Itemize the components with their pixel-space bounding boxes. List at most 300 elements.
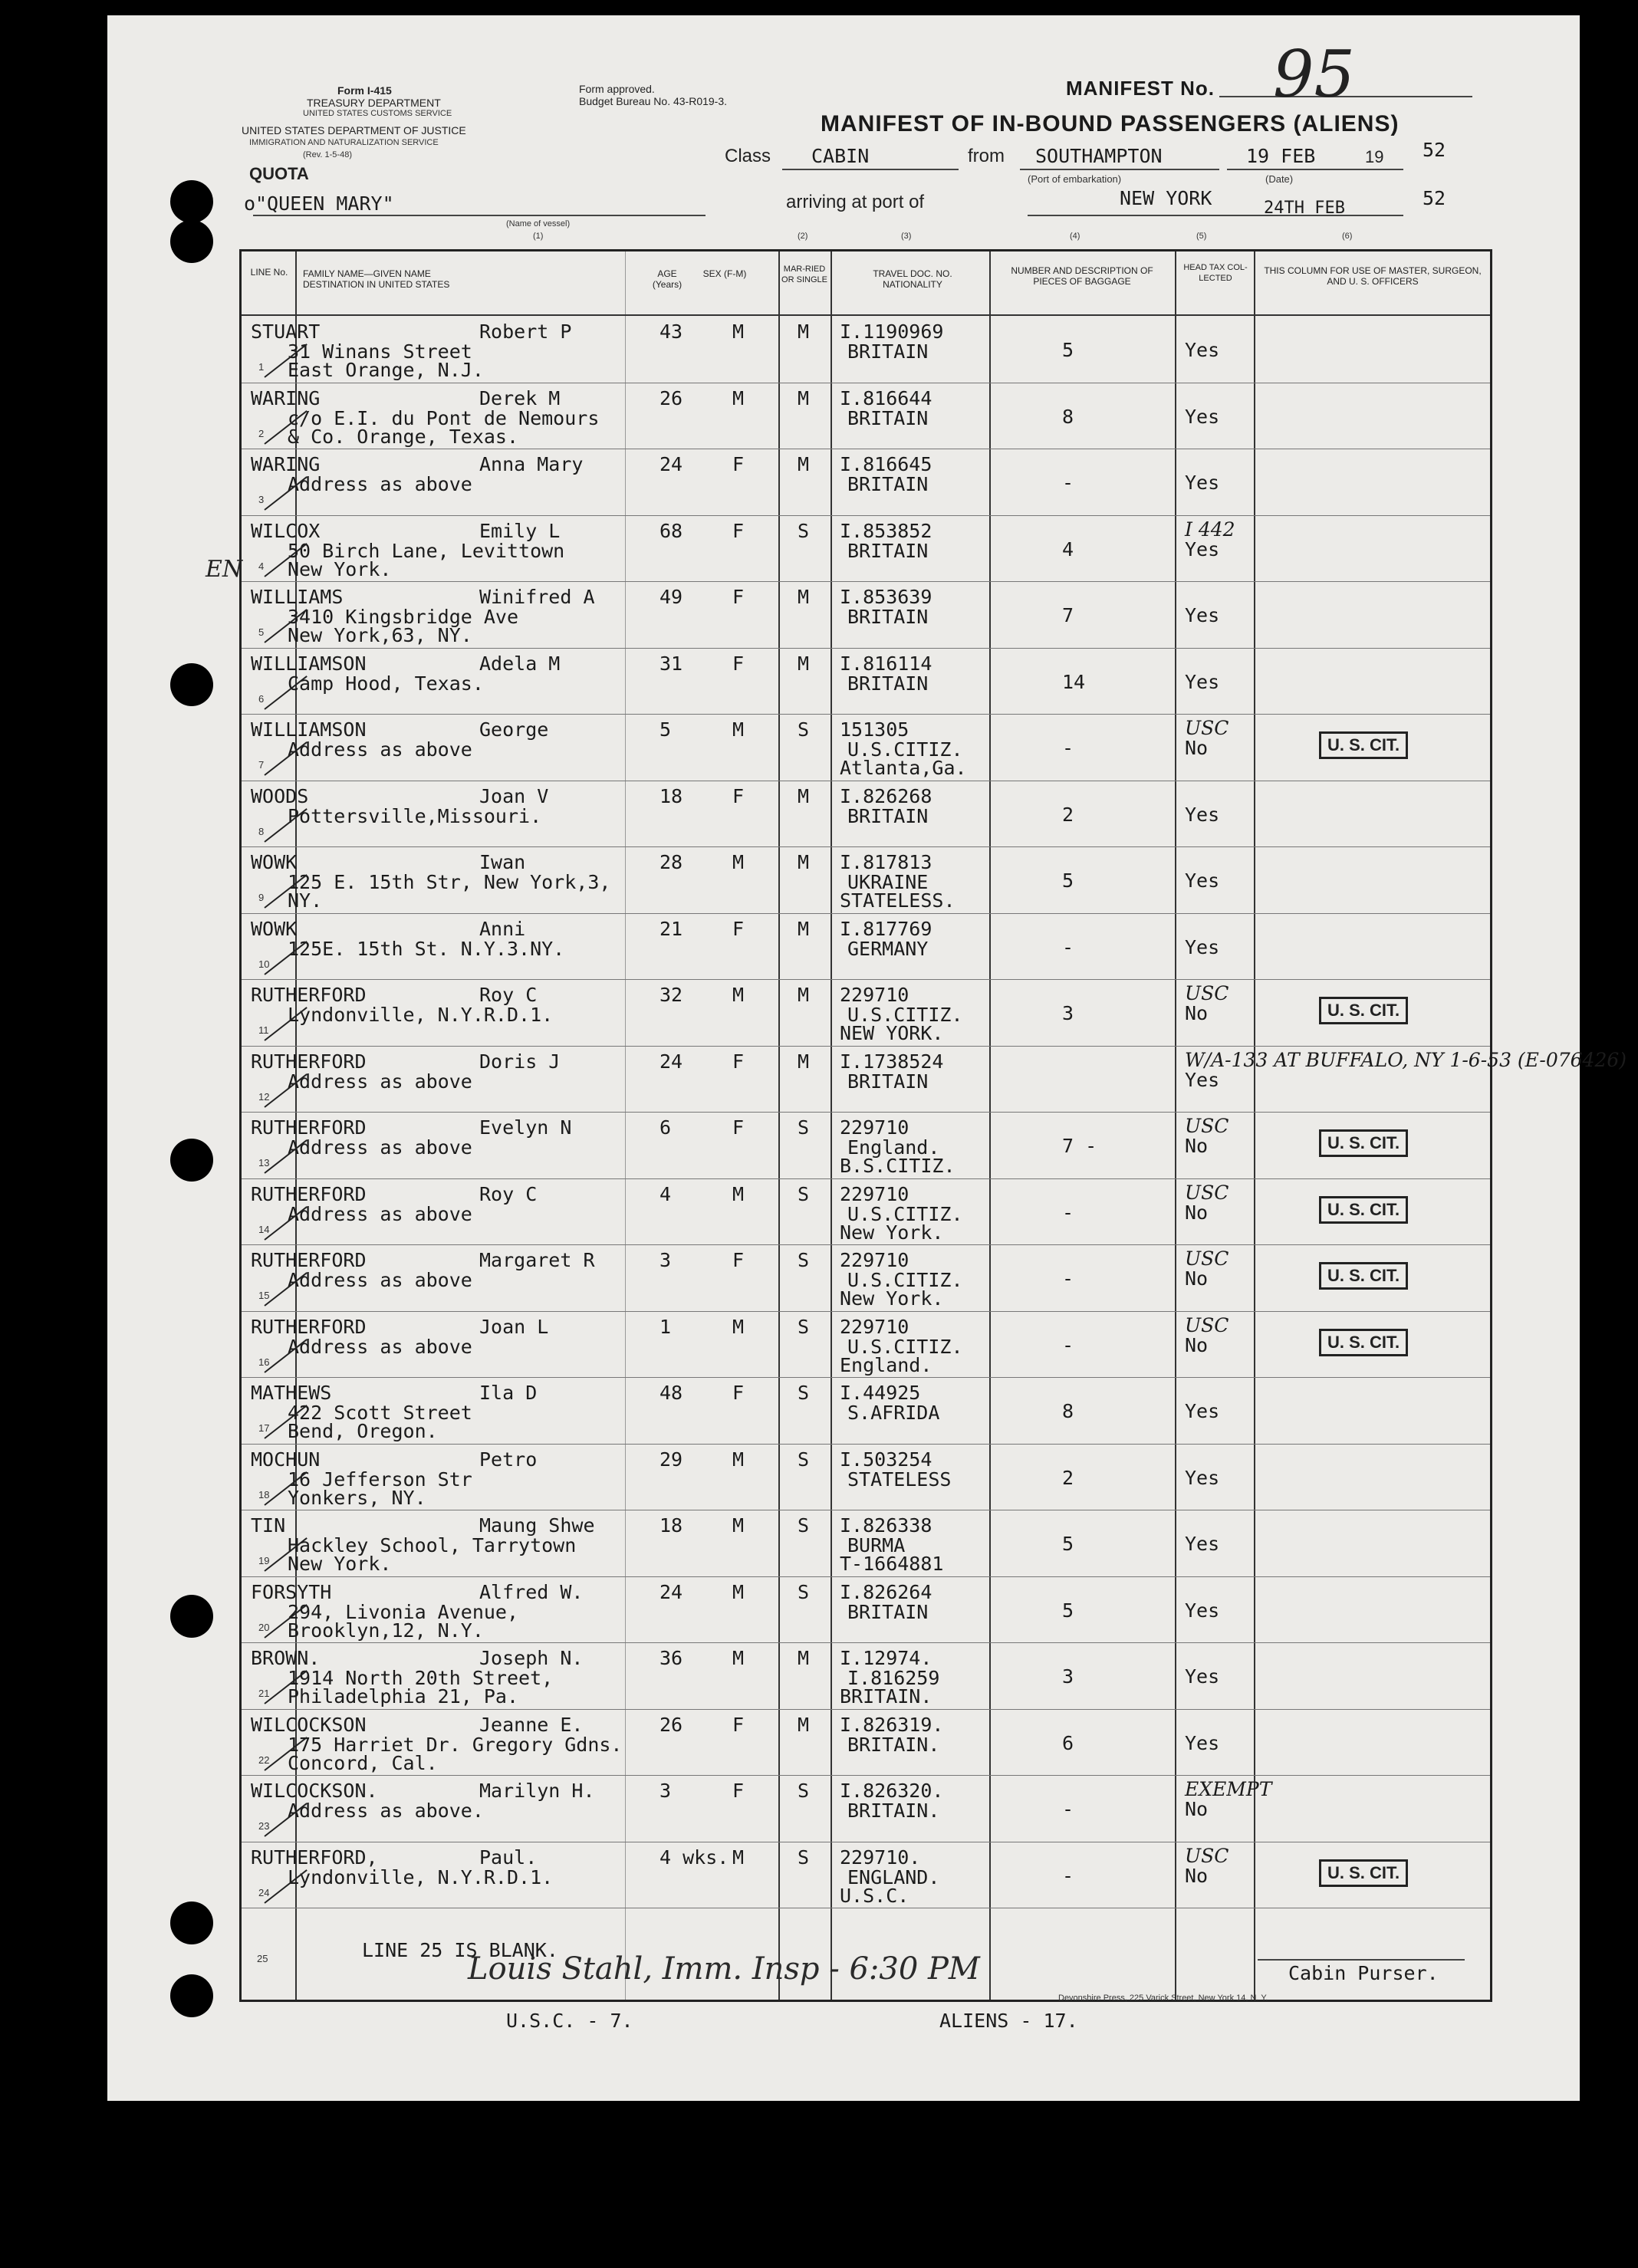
table-row <box>242 649 1490 715</box>
sex: F <box>732 453 745 475</box>
address-line-1: 422 Scott Street <box>288 1402 472 1424</box>
department-of-justice: UNITED STATES DEPARTMENT OF JUSTICE <box>242 124 466 136</box>
head-tax: No <box>1185 1002 1209 1024</box>
marital-status: M <box>798 386 810 409</box>
nationality: BURMA <box>847 1534 906 1556</box>
marital-status: M <box>798 984 810 1006</box>
officer-note: W/A-133 AT BUFFALO, NY 1-6-53 (E-076426) <box>1185 1048 1627 1071</box>
nationality: U.S.CITIZ. <box>847 1202 963 1225</box>
address-line-1: 125 E. 15th Str, New York,3, <box>288 871 611 893</box>
sex: M <box>732 1514 745 1537</box>
inspector-signature: Louis Stahl, Imm. Insp - 6:30 PM <box>468 1951 980 1987</box>
marital-status: S <box>798 718 810 741</box>
travel-document: 229710. <box>840 1846 921 1869</box>
baggage-count: 5 <box>1062 869 1074 892</box>
officer-note: USC <box>1185 1115 1229 1137</box>
sex: M <box>732 1315 745 1338</box>
address-line-2: New York,63, NY. <box>288 624 472 646</box>
vessel-caption: (Name of vessel) <box>506 219 571 228</box>
nationality: BRITAIN <box>847 1600 929 1623</box>
address-line-1: Address as above <box>288 1202 472 1225</box>
punch-hole <box>170 663 213 706</box>
table-row <box>242 781 1490 848</box>
col-number-5: (5) <box>1196 232 1207 241</box>
nationality: BRITAIN <box>847 606 929 628</box>
col-number-4: (4) <box>1070 232 1080 241</box>
usc-total: U.S.C. - 7. <box>506 2010 633 2032</box>
header-travel-doc: TRAVEL DOC. NO. NATIONALITY <box>873 268 952 290</box>
age: 18 <box>659 784 683 807</box>
arrival-line <box>1028 215 1403 216</box>
travel-document: I.853639 <box>840 586 932 608</box>
punch-hole <box>170 180 213 223</box>
family-name: RUTHERFORD <box>251 1249 367 1271</box>
baggage-count: - <box>1062 1267 1074 1290</box>
address-line-1: 175 Harriet Dr. Gregory Gdns. <box>288 1733 623 1756</box>
address-line-1: Lyndonville, N.Y.R.D.1. <box>288 1865 554 1888</box>
punch-hole <box>170 1974 213 2017</box>
baggage-count: - <box>1062 1201 1074 1224</box>
baggage-count: 5 <box>1062 1599 1074 1622</box>
line-number: 10 <box>258 958 270 970</box>
head-tax: Yes <box>1185 935 1220 958</box>
nationality-note: Atlanta,Ga. <box>840 757 967 779</box>
immigration-service: IMMIGRATION AND NATURALIZATION SERVICE <box>249 138 439 147</box>
travel-document: I.816645 <box>840 453 932 475</box>
age: 24 <box>659 1580 683 1603</box>
travel-document: I.826268 <box>840 784 932 807</box>
nationality: BRITAIN <box>847 804 929 827</box>
nationality: STATELESS <box>847 1468 952 1491</box>
given-name: Paul. <box>479 1846 538 1869</box>
line-number: 25 <box>257 1953 268 1964</box>
family-name: WILCOX <box>251 519 321 542</box>
address-line-1: Camp Hood, Texas. <box>288 672 484 695</box>
family-name: WILCOCKSON <box>251 1713 367 1736</box>
given-name: George <box>479 718 549 741</box>
sex: F <box>732 1780 745 1802</box>
line-number: 17 <box>258 1422 270 1434</box>
line-number: 4 <box>258 560 265 572</box>
marital-status: M <box>798 320 810 343</box>
line-number: 13 <box>258 1157 270 1169</box>
address-line-2: Brooklyn,12, N.Y. <box>288 1619 484 1642</box>
age: 29 <box>659 1448 683 1471</box>
baggage-count: 3 <box>1062 1665 1074 1688</box>
date-caption: (Date) <box>1265 173 1294 185</box>
sex: M <box>732 1846 745 1869</box>
marital-status: S <box>798 1514 810 1537</box>
nationality: U.S.CITIZ. <box>847 1004 963 1026</box>
table-row <box>242 1577 1490 1644</box>
family-name: WOODS <box>251 784 309 807</box>
address-line-2: & Co. Orange, Texas. <box>288 425 519 448</box>
sex: M <box>732 1647 745 1669</box>
line-number: 15 <box>258 1290 270 1301</box>
nationality-note: New York. <box>840 1221 944 1244</box>
age: 3 <box>659 1780 672 1802</box>
family-name: WARING <box>251 453 321 475</box>
age: 3 <box>659 1249 672 1271</box>
given-name: Petro <box>479 1448 538 1471</box>
sex: F <box>732 586 745 608</box>
marital-status: S <box>798 1315 810 1338</box>
table-row <box>242 1643 1490 1710</box>
nationality: BRITAIN <box>847 473 929 495</box>
arrival-year: 52 <box>1423 187 1446 209</box>
address-line-1: 3410 Kingsbridge Ave <box>288 606 519 628</box>
head-tax: Yes <box>1185 670 1220 693</box>
class-value: CABIN <box>811 145 870 167</box>
vessel-prefix: o <box>244 192 256 215</box>
marital-status: S <box>798 1182 810 1205</box>
baggage-count: - <box>1062 472 1074 494</box>
line-number: 7 <box>258 759 265 771</box>
sex: F <box>732 1249 745 1271</box>
aliens-total: ALIENS - 17. <box>939 2010 1078 2032</box>
port-caption: (Port of embarkation) <box>1028 173 1122 185</box>
travel-document: 229710 <box>840 1315 909 1338</box>
arrival-port: NEW YORK <box>1120 187 1212 209</box>
table-row <box>242 1113 1490 1179</box>
travel-document: 229710 <box>840 1182 909 1205</box>
nationality-note: England. <box>840 1353 932 1376</box>
baggage-count: 4 <box>1062 537 1074 560</box>
family-name: RUTHERFORD <box>251 1116 367 1139</box>
line-number: 9 <box>258 892 265 903</box>
sex: F <box>732 1050 745 1073</box>
form-revision: (Rev. 1-5-48) <box>303 150 352 159</box>
table-row <box>242 1445 1490 1511</box>
nationality: BRITAIN <box>847 340 929 363</box>
line-number: 14 <box>258 1223 270 1235</box>
year-prefix: 19 <box>1365 147 1384 166</box>
line-number: 3 <box>258 494 265 505</box>
address-line-1: 125E. 15th St. N.Y.3.NY. <box>288 937 565 960</box>
marital-status: M <box>798 1647 810 1669</box>
given-name: Joan L <box>479 1315 549 1338</box>
address-line-1: Address as above <box>288 1335 472 1358</box>
travel-document: I.853852 <box>840 519 932 542</box>
marital-status: M <box>798 917 810 940</box>
marital-status: M <box>798 453 810 475</box>
travel-document: I.826320. <box>840 1780 944 1802</box>
sex: M <box>732 386 745 409</box>
quota-label: QUOTA <box>249 164 309 183</box>
address-line-1: Address as above <box>288 1070 472 1093</box>
col-number-6: (6) <box>1342 232 1353 241</box>
table-row <box>242 847 1490 914</box>
line-25-blank: LINE 25 IS BLANK. <box>362 1939 558 1961</box>
family-name: RUTHERFORD <box>251 1182 367 1205</box>
given-name: Evelyn N <box>479 1116 572 1139</box>
age: 48 <box>659 1382 683 1404</box>
family-name: MOCHUN <box>251 1448 321 1471</box>
officer-note: USC <box>1185 982 1229 1004</box>
address-line-2: New York. <box>288 557 392 580</box>
marital-status: M <box>798 1050 810 1073</box>
nationality: GERMANY <box>847 937 929 960</box>
purser-line <box>1258 1959 1465 1961</box>
line-number: 2 <box>258 427 265 439</box>
us-citizen-stamp: U. S. CIT. <box>1319 1262 1408 1290</box>
nationality-note: STATELESS. <box>840 889 956 912</box>
margin-annotation: EN <box>206 556 243 583</box>
baggage-count: 8 <box>1062 405 1074 428</box>
travel-document: I.12974. <box>840 1647 932 1669</box>
head-tax: Yes <box>1185 472 1220 494</box>
sex: F <box>732 1713 745 1736</box>
age: 18 <box>659 1514 683 1537</box>
age: 36 <box>659 1647 683 1669</box>
family-name: WILLIAMSON <box>251 718 367 741</box>
nationality: S.AFRIDA <box>847 1402 940 1424</box>
officer-note: USC <box>1185 1313 1229 1336</box>
address-line-2: New York. <box>288 1553 392 1575</box>
class-label: Class <box>725 146 771 166</box>
header-sex: SEX (F-M) <box>702 268 747 279</box>
table-row <box>242 1047 1627 1113</box>
baggage-count: 14 <box>1062 670 1086 693</box>
baggage-count: 7 <box>1062 604 1074 626</box>
line-number: 1 <box>258 361 265 373</box>
nationality-note: NEW YORK. <box>840 1022 944 1044</box>
travel-document: 229710 <box>840 1249 909 1271</box>
address-line-1: 1914 North 20th Street, <box>288 1667 554 1689</box>
address-line-1: 50 Birch Lane, Levittown <box>288 539 565 562</box>
us-citizen-stamp: U. S. CIT. <box>1319 731 1408 759</box>
family-name: WILLIAMSON <box>251 652 367 675</box>
address-line-2: Bend, Oregon. <box>288 1420 438 1442</box>
nationality-note: T-1664881 <box>840 1553 944 1575</box>
line-number: 5 <box>258 626 265 638</box>
travel-document: I.1190969 <box>840 320 944 343</box>
date-line <box>1227 169 1403 170</box>
line-number: 23 <box>258 1820 270 1832</box>
budget-bureau: Budget Bureau No. 43-R019-3. <box>579 95 728 107</box>
family-name: WARING <box>251 386 321 409</box>
baggage-count: - <box>1062 1798 1074 1820</box>
line-number: 21 <box>258 1688 270 1699</box>
vessel-name: "QUEEN MARY" <box>255 192 394 215</box>
printer-imprint: Devonshire Press, 225 Varick Street, New York 14, N. Y. <box>1058 1994 1268 2003</box>
travel-document: I.817769 <box>840 917 932 940</box>
table-row <box>242 582 1490 649</box>
given-name: Roy C <box>479 984 538 1006</box>
head-tax: Yes <box>1185 339 1220 361</box>
given-name: Alfred W. <box>479 1580 584 1603</box>
sex: F <box>732 519 745 542</box>
travel-document: I.817813 <box>840 851 932 873</box>
nationality: U.S.CITIZ. <box>847 738 963 761</box>
officer-note: USC <box>1185 1247 1229 1270</box>
address-line-1: 294, Livonia Avenue, <box>288 1600 519 1623</box>
sex: F <box>732 1116 745 1139</box>
travel-document: I.826264 <box>840 1580 932 1603</box>
baggage-count: - <box>1062 935 1074 958</box>
from-label: from <box>968 146 1005 166</box>
nationality: BRITAIN. <box>847 1733 940 1756</box>
head-tax: Yes <box>1185 1400 1220 1422</box>
travel-document: I.503254 <box>840 1448 932 1471</box>
age: 1 <box>659 1315 672 1338</box>
marital-status: S <box>798 1780 810 1802</box>
travel-document: I.826319. <box>840 1713 944 1736</box>
head-tax: Yes <box>1185 869 1220 892</box>
family-name: FORSYTH <box>251 1580 332 1603</box>
nationality: U.S.CITIZ. <box>847 1269 963 1291</box>
table-row <box>242 980 1490 1047</box>
embarkation-date: 19 FEB <box>1246 145 1316 167</box>
officer-note: USC <box>1185 717 1229 739</box>
given-name: Ila D <box>479 1382 538 1404</box>
punch-hole <box>170 1139 213 1182</box>
address-line-2: NY. <box>288 889 323 912</box>
line-number: 11 <box>258 1024 269 1036</box>
age: 4 <box>659 1182 672 1205</box>
given-name: Winifred A <box>479 586 595 608</box>
baggage-count: - <box>1062 1333 1074 1356</box>
col-number-3: (3) <box>901 232 912 241</box>
header-name-destination: FAMILY NAME—GIVEN NAME DESTINATION IN UNITED STATES <box>303 268 450 290</box>
table-row <box>242 715 1490 781</box>
header-officers: THIS COLUMN FOR USE OF MASTER, SURGEON, AND U. S. OFFICERS <box>1264 265 1482 287</box>
travel-document: I.44925 <box>840 1382 921 1404</box>
address-line-1: Address as above. <box>288 1800 484 1822</box>
sex: M <box>732 851 745 873</box>
baggage-count: 5 <box>1062 1533 1074 1555</box>
address-line-2: Philadelphia 21, Pa. <box>288 1685 519 1708</box>
given-name: Anni <box>479 917 526 940</box>
nationality: I.816259 <box>847 1667 940 1689</box>
form-approved: Form approved. <box>579 83 655 95</box>
table-row <box>242 317 1490 383</box>
address-line-1: Address as above <box>288 1269 472 1291</box>
nationality-note: New York. <box>840 1287 944 1310</box>
marital-status: M <box>798 652 810 675</box>
address-line-1: Address as above <box>288 738 472 761</box>
given-name: Margaret R <box>479 1249 595 1271</box>
given-name: Joseph N. <box>479 1647 584 1669</box>
header-age: AGE (Years) <box>652 268 682 290</box>
family-name: STUART <box>251 320 321 343</box>
nationality: BRITAIN. <box>847 1800 940 1822</box>
family-name: WOWK <box>251 917 298 940</box>
age: 43 <box>659 320 683 343</box>
nationality-note: B.S.CITIZ. <box>840 1155 956 1177</box>
baggage-count: 7 - <box>1062 1135 1097 1157</box>
given-name: Maung Shwe <box>479 1514 595 1537</box>
punch-hole <box>170 1595 213 1638</box>
table-row <box>242 1710 1490 1777</box>
table-row <box>242 516 1490 583</box>
arrival-date: 24TH FEB <box>1264 199 1345 218</box>
manifest-number-handwritten: 95 <box>1273 37 1355 112</box>
baggage-count: 6 <box>1062 1731 1074 1754</box>
class-line <box>782 169 959 170</box>
header-head-tax: HEAD TAX COL-LECTED <box>1183 263 1248 283</box>
age: 26 <box>659 1713 683 1736</box>
travel-document: I.826338 <box>840 1514 932 1537</box>
us-citizen-stamp: U. S. CIT. <box>1319 997 1408 1024</box>
age: 31 <box>659 652 683 675</box>
nationality: BRITAIN <box>847 539 929 562</box>
header-baggage: NUMBER AND DESCRIPTION OF PIECES OF BAGGAGE <box>1011 265 1153 287</box>
address-line-2: East Orange, N.J. <box>288 359 484 381</box>
passenger-table <box>239 249 1627 2002</box>
table-row <box>242 1312 1490 1379</box>
family-name: WILCOCKSON. <box>251 1780 378 1802</box>
header-married-single: MAR-RIED OR SINGLE <box>781 265 827 284</box>
us-citizen-stamp: U. S. CIT. <box>1319 1196 1408 1224</box>
sex: M <box>732 1448 745 1471</box>
sex: M <box>732 1182 745 1205</box>
form-number: Form I-415 <box>337 84 392 97</box>
family-name: WOWK <box>251 851 298 873</box>
embarkation-year: 52 <box>1423 139 1446 161</box>
sex: M <box>732 984 745 1006</box>
nationality: BRITAIN <box>847 672 929 695</box>
head-tax: Yes <box>1185 1665 1220 1688</box>
cabin-purser: Cabin Purser. <box>1288 1962 1439 1984</box>
head-tax: Yes <box>1185 537 1220 560</box>
marital-status: S <box>798 1116 810 1139</box>
port-line <box>1020 169 1219 170</box>
col-number-2: (2) <box>798 232 808 241</box>
head-tax: No <box>1185 1798 1209 1820</box>
line-number: 16 <box>258 1356 270 1368</box>
given-name: Derek M <box>479 386 561 409</box>
us-citizen-stamp: U. S. CIT. <box>1319 1129 1408 1157</box>
address-line-1: Address as above <box>288 473 472 495</box>
line-number: 20 <box>258 1621 270 1633</box>
marital-status: M <box>798 1713 810 1736</box>
address-line-1: Hackley School, Tarrytown <box>288 1534 577 1556</box>
treasury-department: TREASURY DEPARTMENT <box>307 97 441 109</box>
given-name: Doris J <box>479 1050 561 1073</box>
nationality: BRITAIN <box>847 406 929 429</box>
given-name: Anna Mary <box>479 453 584 475</box>
line-number: 12 <box>258 1090 270 1103</box>
line-number: 22 <box>258 1754 270 1766</box>
address-line-1: Pottersville,Missouri. <box>288 804 542 827</box>
given-name: Roy C <box>479 1182 538 1205</box>
marital-status: M <box>798 586 810 608</box>
nationality: ENGLAND. <box>847 1865 940 1888</box>
address-line-1: 16 Jefferson Str <box>288 1468 472 1491</box>
age: 26 <box>659 386 683 409</box>
baggage-count: - <box>1062 1864 1074 1887</box>
sex: F <box>732 1382 745 1404</box>
baggage-count: 5 <box>1062 339 1074 361</box>
travel-document: 229710 <box>840 984 909 1006</box>
table-row <box>242 1776 1490 1842</box>
line-number: 6 <box>258 692 265 705</box>
head-tax: No <box>1185 1864 1209 1887</box>
nationality: UKRAINE <box>847 871 929 893</box>
table-row <box>242 1510 1490 1577</box>
head-tax: Yes <box>1185 803 1220 826</box>
family-name: BROWN. <box>251 1647 321 1669</box>
baggage-count: 8 <box>1062 1400 1074 1422</box>
age: 6 <box>659 1116 672 1139</box>
address-line-1: c/o E.I. du Pont de Nemours <box>288 406 600 429</box>
header-line-no: LINE No. <box>250 267 288 278</box>
arriving-label: arriving at port of <box>786 192 925 212</box>
sex: F <box>732 784 745 807</box>
table-row <box>242 383 1490 450</box>
baggage-count: 2 <box>1062 1466 1074 1489</box>
